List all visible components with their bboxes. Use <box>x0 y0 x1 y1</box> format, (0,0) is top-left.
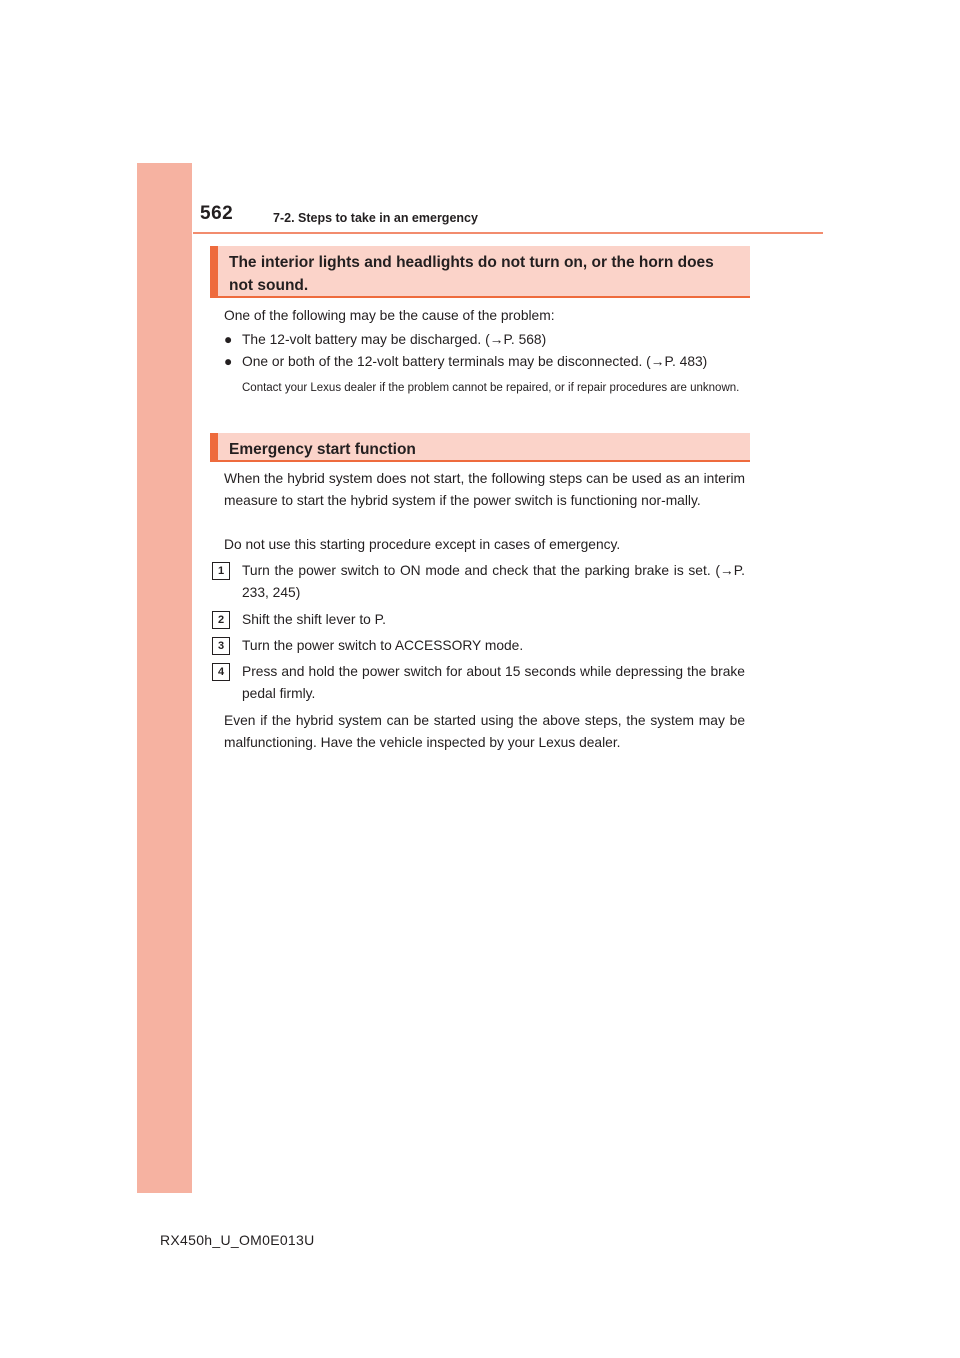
chapter-sidebar <box>137 163 192 1193</box>
section-title: 7-2. Steps to take in an emergency <box>273 211 478 225</box>
emergency-intro: When the hybrid system does not start, the following steps can be used as an interim measure to start the hybrid system if the power switch is functioning nor-mally. <box>224 471 745 508</box>
step-text-2: Shift the shift lever to P. <box>242 612 386 627</box>
step-number-1: 1 <box>212 562 230 580</box>
step-number-2: 2 <box>212 611 230 629</box>
section-heading-emergency-start: Emergency start function <box>210 433 750 462</box>
page-number: 562 <box>200 203 234 224</box>
closing-paragraph: Even if the hybrid system can be started using the above steps, the system may be malfunctioning. Have the vehicle inspected by your Lexus dealer. <box>224 713 745 750</box>
header-rule <box>193 232 823 234</box>
step-text-4: Press and hold the power switch for about 15 seconds while depressing the brake pedal firmly. <box>242 664 745 701</box>
step-text-1: Turn the power switch to ON mode and check that the parking brake is set. (→P. 233, 245) <box>242 563 745 600</box>
bullet-text: The 12-volt battery may be discharged. (→P. 568) <box>242 332 547 347</box>
step-number-4: 4 <box>212 663 230 681</box>
bullet-icon: ● <box>224 354 233 369</box>
bullet-text: One or both of the 12-volt battery terminals may be disconnected. (→P. 483) <box>242 354 708 369</box>
section-heading-lights-horn: The interior lights and headlights do not turn on, or the horn does not sound. <box>210 246 750 298</box>
step-number-3: 3 <box>212 637 230 655</box>
dealer-note: Contact your Lexus dealer if the problem cannot be repaired, or if repair procedures are unknown. <box>242 382 740 394</box>
cause-intro: One of the following may be the cause of the problem: <box>224 308 555 323</box>
document-code: RX450h_U_OM0E013U <box>160 1232 315 1248</box>
emergency-warning: Do not use this starting procedure except in cases of emergency. <box>224 537 621 552</box>
step-text-3: Turn the power switch to ACCESSORY mode. <box>242 638 524 653</box>
bullet-icon: ● <box>224 332 233 347</box>
